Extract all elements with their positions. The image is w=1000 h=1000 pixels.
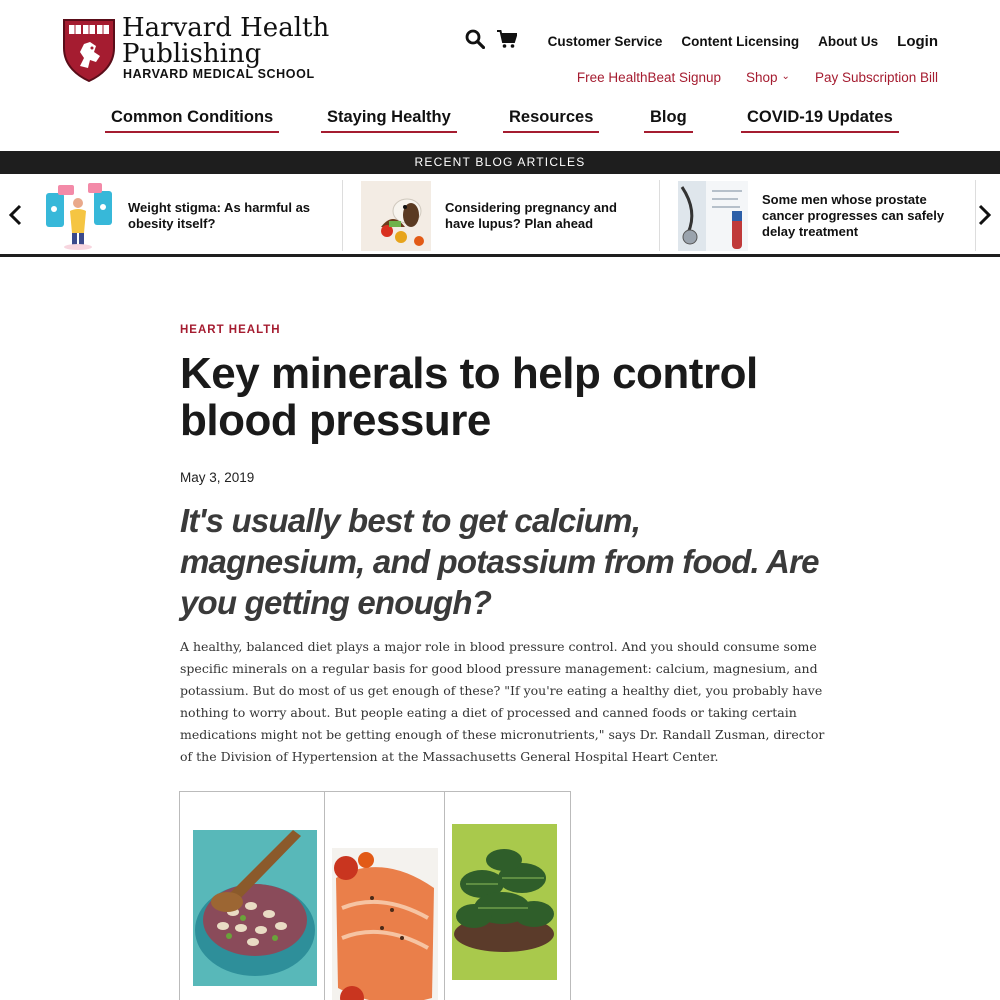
gallery-cell [325,792,445,1000]
customer-service-link[interactable]: Customer Service [547,33,663,49]
utility-nav [465,30,938,52]
article-title: Key minerals to help control blood pressure [180,349,758,445]
login-link[interactable]: Login [897,32,938,50]
logo-subtitle: HARVARD MEDICAL SCHOOL [123,67,315,81]
blog-carousel [0,174,1000,257]
recent-blog-heading: RECENT BLOG ARTICLES [0,151,1000,174]
cart-icon[interactable] [497,29,517,54]
blog-title: Considering pregnancy and have lupus? Plan ahead [445,199,617,231]
article-body: A healthy, balanced diet plays a major role in blood pressure control. And you should consume some specific minerals on a regular basis for good blood pressure management: calcium, magnesium, and potassium. But do most of us get enough of these? "If you're eating a healthy diet, you probably have nothing to worry about. But people eating a diet of processed and canned foods or taking certain medications might not be getting enough of these micronutrients," says Dr. Randall Zusman, director of the Division of Hypertension at the Massachusetts General Hospital Heart Center. [180,639,825,764]
shop-label: Shop [746,70,778,85]
carousel-divider [659,180,660,251]
healthbeat-signup-link[interactable]: Free HealthBeat Signup [576,70,722,85]
article-date: May 3, 2019 [180,470,255,485]
chevron-left-icon[interactable] [6,200,26,230]
search-icon[interactable] [465,29,485,54]
secondary-nav [552,70,938,85]
shop-menu[interactable] [746,70,790,85]
nav-blog[interactable]: Blog [644,108,693,133]
blog-thumb-weight-stigma [44,181,114,251]
site-logo[interactable] [62,13,330,84]
salmon-image [332,848,438,1000]
nav-resources[interactable]: Resources [503,108,599,133]
beans-bowl-image [193,830,317,986]
food-image-gallery [179,791,571,1000]
blog-title: Some men whose prostate cancer progresses can safely delay treatment [762,191,945,239]
blog-thumb-pregnancy-lupus [361,181,431,251]
chevron-down-icon: ⌄ [781,71,790,82]
blog-card[interactable] [44,180,318,251]
spinach-image [452,824,557,980]
nav-common-conditions[interactable]: Common Conditions [105,108,279,133]
nav-covid-updates[interactable]: COVID-19 Updates [741,108,899,133]
nav-staying-healthy[interactable]: Staying Healthy [321,108,457,133]
chevron-right-icon[interactable] [974,200,994,230]
main-nav [0,108,1000,136]
about-us-link[interactable]: About Us [818,33,879,49]
content-licensing-link[interactable]: Content Licensing [681,33,800,49]
logo-title-line1: Harvard Health [122,13,330,43]
logo-title-line2: Publishing [122,39,262,69]
blog-title: Weight stigma: As harmful as obesity itself? [128,199,311,231]
gallery-cell [180,792,325,1000]
article-category[interactable]: HEART HEALTH [180,324,281,336]
carousel-divider [342,180,343,251]
blog-card[interactable] [678,180,952,251]
harvard-shield-icon [62,18,116,82]
article-dek: It's usually best to get calcium, magnesium, and potassium from food. Are you getting enough? [180,502,819,621]
gallery-cell [445,792,570,1000]
blog-thumb-prostate-cancer [678,181,748,251]
pay-subscription-link[interactable]: Pay Subscription Bill [814,70,938,85]
blog-card[interactable] [361,180,635,251]
